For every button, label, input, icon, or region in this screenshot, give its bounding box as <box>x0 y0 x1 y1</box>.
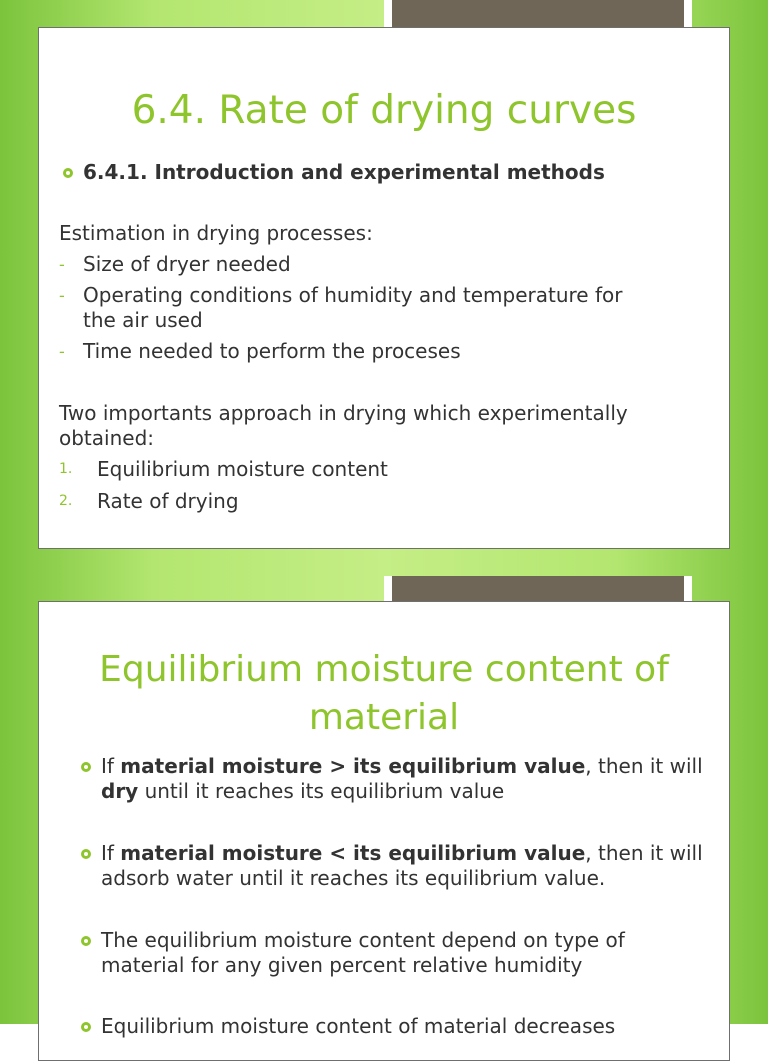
slide-title: 6.4. Rate of drying curves <box>131 88 637 133</box>
bullet-icon <box>63 168 73 178</box>
dash-icon: - <box>59 286 65 305</box>
bullet-text: If material moisture < its equilibrium value, then it will adsorb water until it reaches its equilibrium value. <box>101 841 703 890</box>
list-number: 2. <box>59 493 73 509</box>
estimation-item-continuation: the air used <box>83 308 203 332</box>
list-number: 1. <box>59 461 73 477</box>
bullet-icon <box>81 762 91 772</box>
dash-icon: - <box>59 342 65 361</box>
estimation-item: Time needed to perform the proceses <box>83 339 461 363</box>
bullet-text: The equilibrium moisture content depend on type of material for any given percent relative humidity <box>101 928 625 977</box>
slide-content-panel <box>38 601 730 1061</box>
slide-content-panel <box>38 27 730 549</box>
slide-title-line: material <box>308 697 460 738</box>
bullet-icon <box>81 849 91 859</box>
approach-item: Equilibrium moisture content <box>97 457 388 481</box>
slide-title-line: Equilibrium moisture content of <box>99 649 669 690</box>
slide-2 <box>0 576 768 1038</box>
bullet-icon <box>81 936 91 946</box>
approach-text: obtained: <box>59 426 154 450</box>
bullet-text: If material moisture > its equilibrium value, then it will dry until it reaches its equilibrium value <box>101 754 703 803</box>
slide-title <box>39 646 729 742</box>
dash-icon: - <box>59 255 65 274</box>
approach-text: Two importants approach in drying which experimentally <box>59 401 628 425</box>
bullet-icon <box>81 1022 91 1032</box>
estimation-item: Operating conditions of humidity and temperature for <box>83 283 623 307</box>
estimation-heading: Estimation in drying processes: <box>59 221 373 245</box>
subheading: 6.4.1. Introduction and experimental methods <box>83 160 605 184</box>
estimation-item: Size of dryer needed <box>83 252 291 276</box>
approach-item: Rate of drying <box>97 489 239 513</box>
bullet-text: Equilibrium moisture content of material decreases <box>101 1014 616 1038</box>
